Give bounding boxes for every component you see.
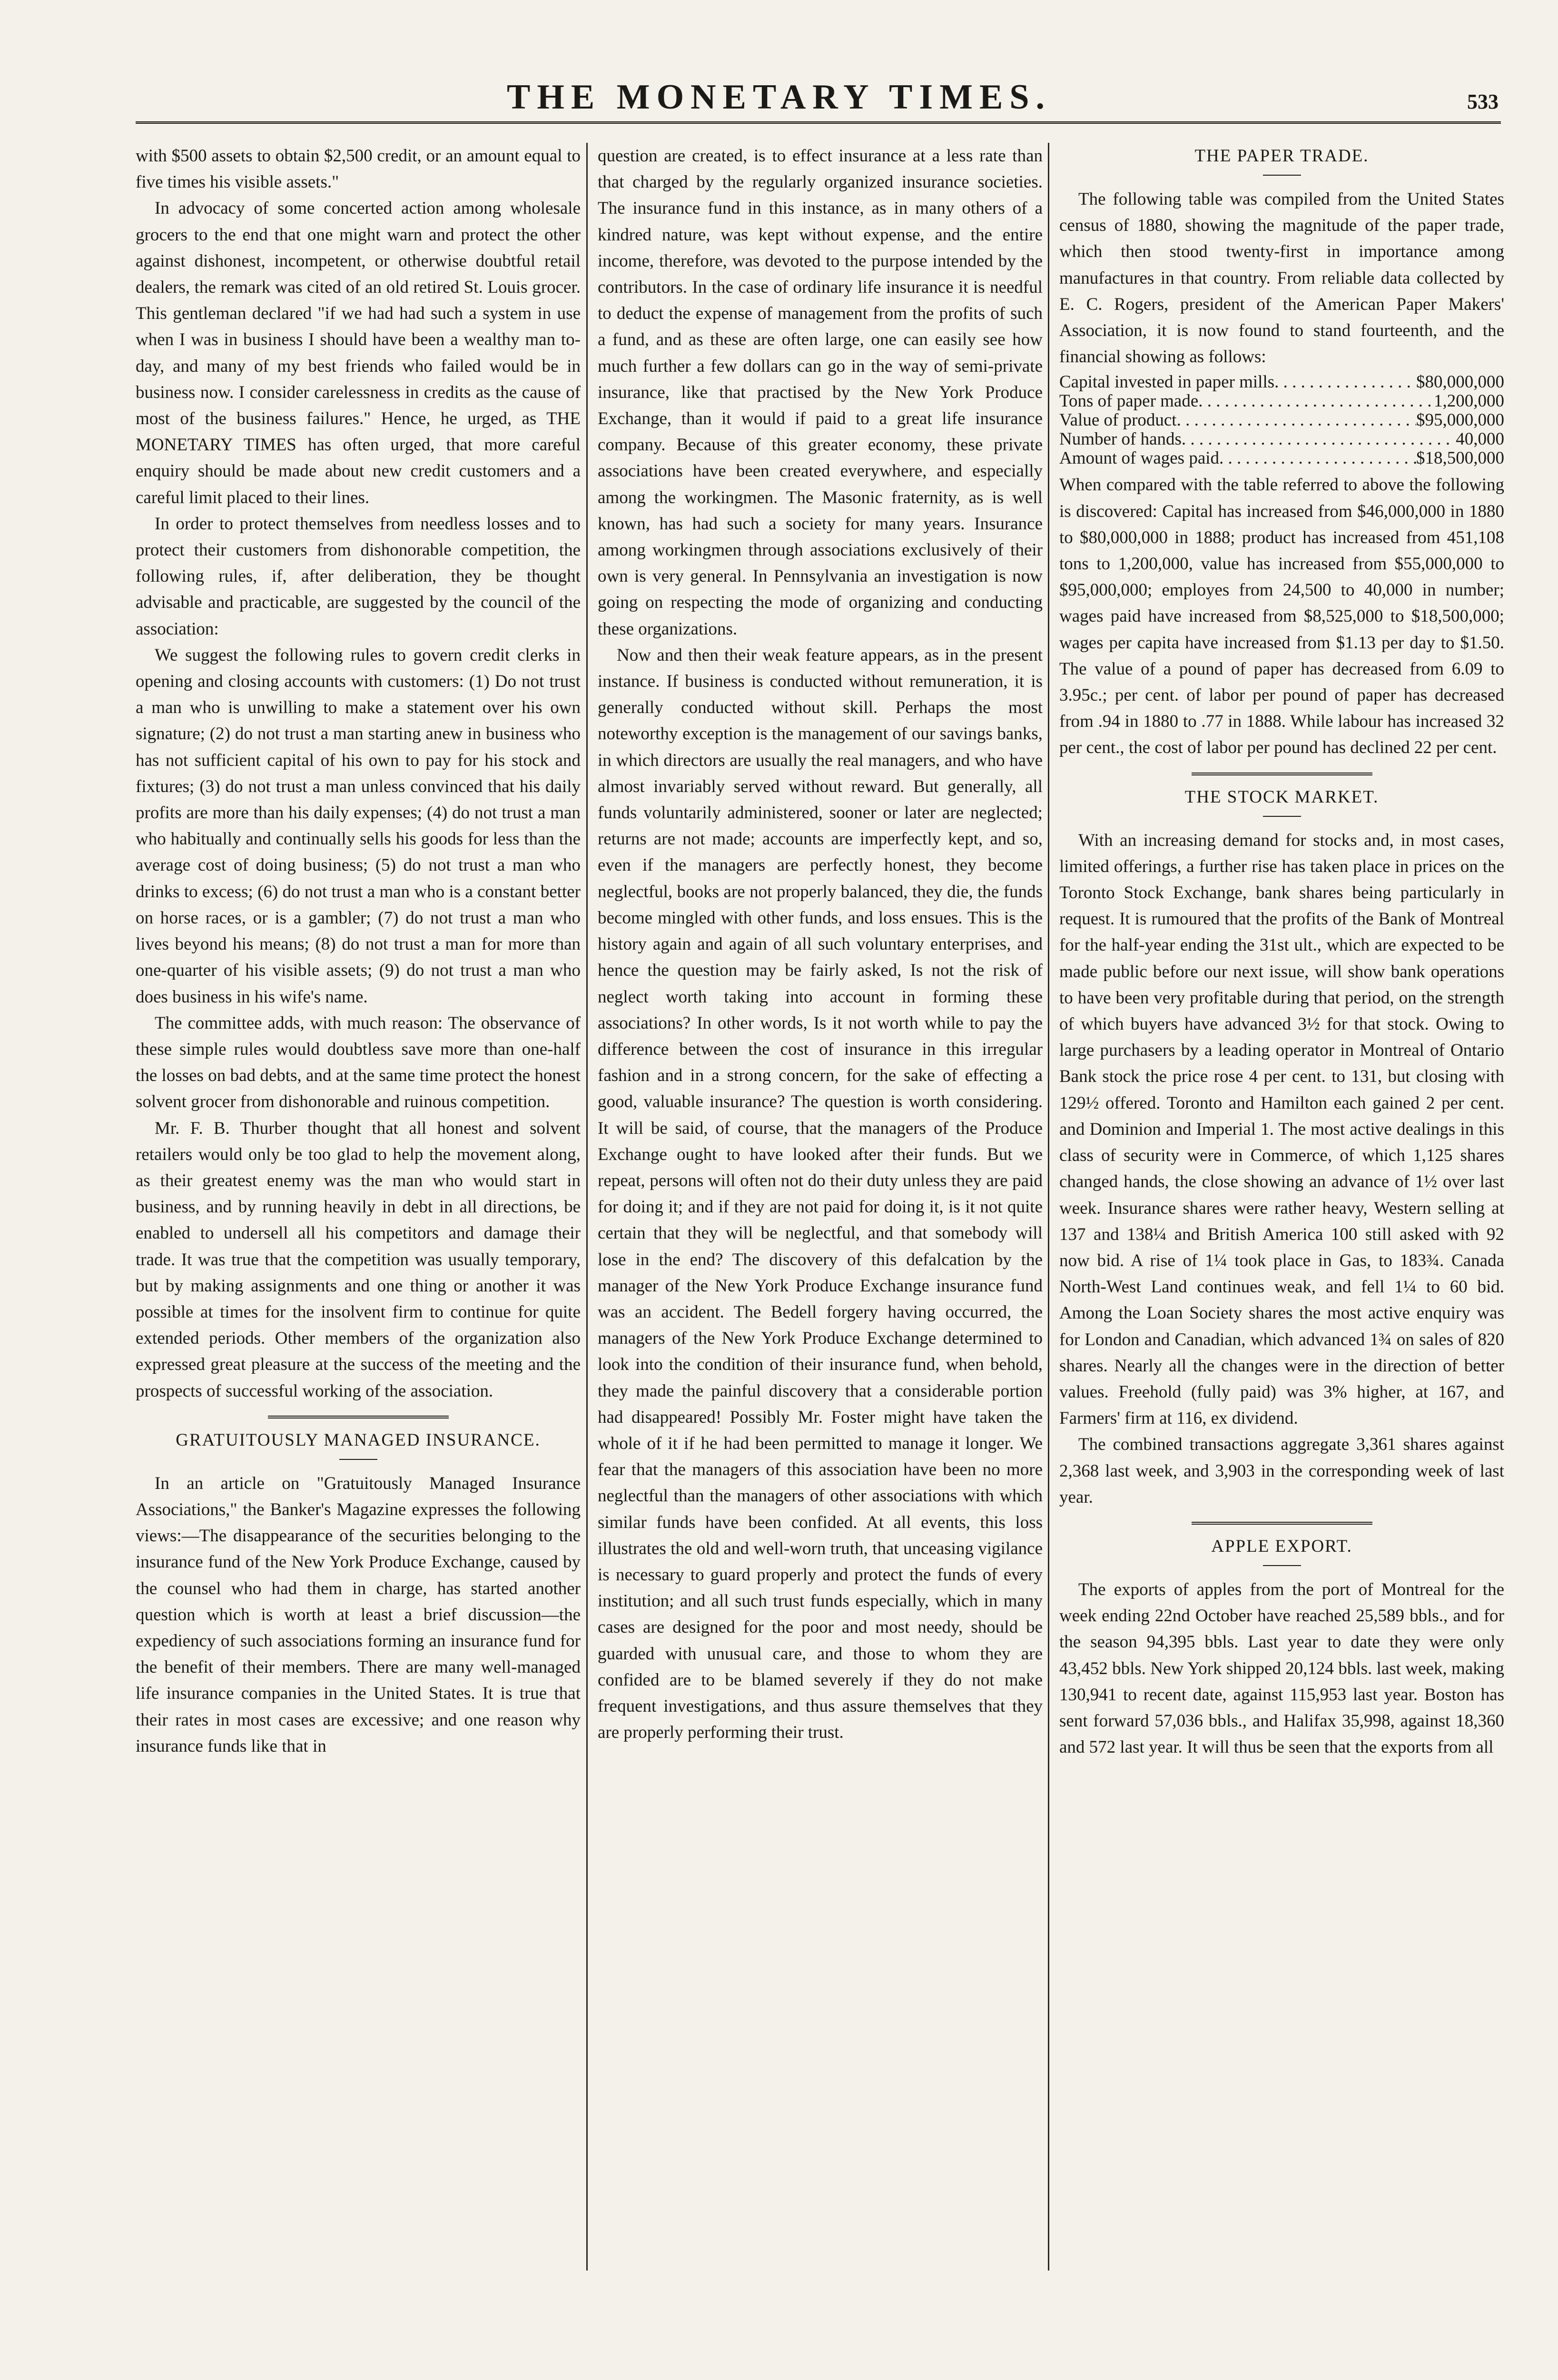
paragraph: Mr. F. B. Thurber thought that all honest and solvent retailers would only be too glad to help the movement along, as their greatest enemy was the man who would start in business, and by running heavily in debt in all directions, be enabled to undersell all his competitors and damage their trade. It was true that the competition was usually temporary, but by making assignments and one thing or another it was possible at times for the insolvent firm to continue for quite extended periods. Other members of the organization also expressed great pleasure at the success of the meeting and the prospects of successful working of the association. [136,1118,581,1401]
paragraph: When compared with the table referred to above the following is discovered: Capital has increased from $46,000,000 in 1880 to $80,000,000 in 1888; product has increased from 451,108 tons to 1,200,000, value has increased from $55,000,000 to $95,000,000; employes from 24,500 to 40,000 in number; wages paid have increased from $8,525,000 to $18,500,000; wages per capita have increased from $1.13 per day to $1.50. The value of a pound of paper has decreased from 6.09 to 3.95c.; per cent. of labor per pound of paper has decreased from .94 in 1880 to .77 in 1888. While labour has increased 32 per cent., the cost of labor per pound has declined 22 per cent. [1059,475,1504,758]
paragraph: The committee adds, with much reason: The observance of these simple rules would doubtless save more than one-half the losses on bad debts, and at the same time protect the honest solvent grocer from dishonorable and ruinous competition. [136,1013,581,1112]
stat-row [1059,430,1504,449]
column-2 [598,143,1043,2271]
section-heading: GRATUITOUSLY MANAGED INSURANCE. [176,1430,541,1450]
paragraph: We suggest the following rules to govern credit clerks in opening and closing accounts with customers: (1) Do not trust a man who is unwilling to make a statement over his own signature; (2) do not trust a man starting anew in business who has not sufficient capital of his own to pay for his stock and fixtures; (3) do not trust a man unless convinced that his daily profits are more than his daily expenses; (4) do not trust a man who habitually and continually sells his goods for less than the average cost of doing business; (5) do not trust a man who drinks to excess; (6) do not trust a man who is a constant better on horse races, or is a gambler; (7) do not trust a man who lives beyond his means; (8) do not trust a man for more than one-quarter of his visible assets; (9) do not trust a man who does business in his wife's name. [136,645,581,1007]
stat-label: Amount of wages paid [1059,448,1220,468]
column-divider [586,143,588,2271]
stat-label: Tons of paper made [1059,391,1199,411]
section-heading: APPLE EXPORT. [1211,1536,1352,1556]
section-heading: THE PAPER TRADE. [1194,146,1369,166]
stat-value: $18,500,000 [1416,448,1504,468]
stat-row [1059,392,1504,411]
column-1 [136,143,581,2271]
paragraph: The exports of apples from the port of Montreal for the week ending 22nd October have reached 25,589 bbls., and for the season 94,395 bbls. Last year to date they were only 43,452 bbls. New York shipped 20,124 bbls. last week, making 130,941 to recent date, against 115,953 last year. Boston has sent forward 57,036 bbls., and Halifax 35,998, against 18,360 and 572 last year. It will thus be seen that the exports from all [1059,1579,1504,1757]
stat-value: $95,000,000 [1416,410,1504,430]
heading-rule [339,1459,377,1460]
paragraph: In advocacy of some concerted action among wholesale grocers to the end that one might warn and protect the other against dishonest, incompetent, or otherwise doubtful retail dealers, the remark was cited of an old retired St. Louis grocer. This gentleman declared "if we had had such a system in use when I was in business I should have been a wealthy man to-day, and many of my best friends who failed would be in business now. I consider carelessness in credits as the cause of most of the business failures." Hence, he urged, as THE MONETARY TIMES has often urged, that more careful enquiry should be made about new credit customers and a careful limit placed to their lines. [136,198,581,507]
stat-value: 40,000 [1456,429,1504,449]
paragraph: question are created, is to effect insurance at a less rate than that charged by the regularly organized insurance societies. The insurance fund in this instance, as in many others of a kindred nature, was kept without expense, and the entire income, therefore, was devoted to the purpose intended by the contributors. In the case of ordinary life insurance it is needful to deduct the expense of management from the profits of such a fund, and as these are often large, one can easily see how much further a few dollars can go in the way of semi-private insurance, like that practised by the New York Produce Exchange, than it would if paid to a great life insurance company. Because of this greater economy, these private associations have been created everywhere, and especially among the workingmen. The Masonic fraternity, as is well known, has had such a society for many years. Insurance among workingmen through associations exclusively of their own is very general. In Pennsylvania an investigation is now going on respecting the mode of organizing and conducting these organizations. [598,146,1043,639]
masthead-rule [136,121,1501,124]
stat-label: Value of product [1059,410,1177,430]
paragraph: In an article on "Gratuitously Managed Insurance Associations," the Banker's Magazine expresses the following views:—The disappearance of the securities belonging to the insurance fund of the New York Produce Exchange, caused by the counsel who had them in charge, has started another question which is worth at least a brief discussion—the expediency of such associations forming an insurance fund for the benefit of their members. There are many well-managed life insurance companies in the United States. It is true that their rates in most cases are excessive; and one reason why insurance funds like that in [136,1473,581,1756]
heading-rule [1263,816,1301,817]
paragraph: Now and then their weak feature appears, as in the present instance. If business is conducted without remuneration, it is generally conducted without skill. Perhaps the most noteworthy exception is the management of our savings banks, in which directors are usually the real managers, and who have almost invariably served without reward. But generally, all funds voluntarily administered, sooner or later are neglected; returns are not made; accounts are imperfectly kept, and so, even if the managers are perfectly honest, they become neglectful, books are not properly balanced, they die, the funds become mingled with other funds, and loss ensues. This is the history again and again of all such voluntary enterprises, and hence the question may be fairly asked, Is not the risk of neglect worth taking into account in forming these associations? In other words, Is it not worth while to pay the difference between the cost of insurance in this irregular fashion and in a strong concern, for the sake of effecting a good, valuable insurance? The question is worth considering. It will be said, of course, that the managers of the Produce Exchange ought to have looked after their funds. But we repeat, persons will often not do their duty unless they are paid for doing it; and if they are not paid for doing it, is it not quite certain that they will be neglectful, and that somebody will lose in the end? The discovery of this defalcation by the manager of the New York Produce Exchange insurance fund was an accident. The Bedell forgery having occurred, the managers of the New York Produce Exchange determined to look into the condition of their insurance fund, when behold, they made the painful discovery that a considerable portion had disappeared! Possibly Mr. Foster might have taken the whole of it if he had been permitted to manage it longer. We fear that the managers of this association have been no more neglectful than the managers of other associations with which similar funds have been confided. At all events, this loss illustrates the old and well-worn truth, that unceasing vigilance is necessary to guard properly and protect the funds of every institution; and all such trust funds especially, which in many cases are designed for the poor and most needy, should be guarded with unusual care, and those to whom they are confided are to be blamed severely if they do not make frequent investigations, and thus assure themselves that they are properly performing their trust. [598,645,1043,1743]
paragraph: With an increasing demand for stocks and, in most cases, limited offerings, a further rise has taken place in prices on the Toronto Stock Exchange, bank shares being particularly in request. It is rumoured that the profits of the Bank of Montreal for the half-year ending the 31st ult., which are expected to be made public before our next issue, will show bank operations to have been very profitable during that period, on the strength of which buyers have advanced 3½ for that stock. Owing to large purchasers by a leading operator in Montreal of Ontario Bank stock the price rose 4 per cent. to 131, but closing with 129½ offered. Toronto and Hamilton each gained 2 per cent. and Dominion and Imperial 1. The most active dealings in this class of security were in Commerce, of which 1,125 shares changed hands, the close showing an advance of 1½ over last week. Insurance shares were rather heavy, Western selling at 137 and 138¼ and British America 100 still asked with 92 now bid. A rise of 1¼ took place in Gas, to 183¾. Canada North-West Land continues weak, and fell 1¼ to 60 bid. Among the Loan Society shares the most active enquiry was for London and Canadian, which advanced 1¾ on sales of 820 shares. Nearly all the changes were in the direction of better values. Freehold (fully paid) was 3% higher, at 167, and Farmers' firm at 116, ex dividend. [1059,830,1504,1428]
paragraph: The combined transactions aggregate 3,361 shares against 2,368 last week, and 3,903 in the corresponding week of last year. [1059,1435,1504,1507]
stat-label: Number of hands [1059,429,1182,449]
heading-rule [1263,175,1301,176]
section-heading: THE STOCK MARKET. [1184,787,1379,807]
dot-leader [1274,373,1416,392]
column-3 [1059,143,1504,2271]
dot-leader [1219,449,1416,468]
newspaper-title: THE MONETARY TIMES. [507,78,1051,117]
heading-rule [1263,1565,1301,1566]
section-divider [1192,773,1372,775]
dot-leader [1177,411,1416,430]
dot-leader [1198,392,1434,411]
stat-row [1059,411,1504,430]
paragraph: The following table was compiled from the United States census of 1880, showing the magnitude of the paper trade, which then stood twenty-first in importance among manufactures in that country. From reliable data collected by E. C. Rogers, president of the American Paper Makers' Association, it is now found to stand fourteenth, and the financial showing as follows: [1059,189,1504,367]
paragraph: In order to protect themselves from needless losses and to protect their customers from dishonorable competition, the following rules, if, after deliberation, they be thought advisable and practicable, are suggested by the council of the association: [136,514,581,639]
stat-label: Capital invested in paper mills [1059,372,1275,392]
page-number: 533 [1467,90,1499,113]
section-divider [1192,1522,1372,1525]
stat-row [1059,373,1504,392]
column-divider [1048,143,1049,2271]
stat-value: 1,200,000 [1434,391,1504,411]
paragraph: with $500 assets to obtain $2,500 credit, or an amount equal to five times his visible assets." [136,146,581,192]
masthead [0,71,1558,124]
stat-row [1059,449,1504,468]
section-divider [268,1416,449,1418]
paper-stats-table [1059,373,1504,468]
stat-value: $80,000,000 [1416,372,1504,392]
dot-leader [1182,430,1456,449]
